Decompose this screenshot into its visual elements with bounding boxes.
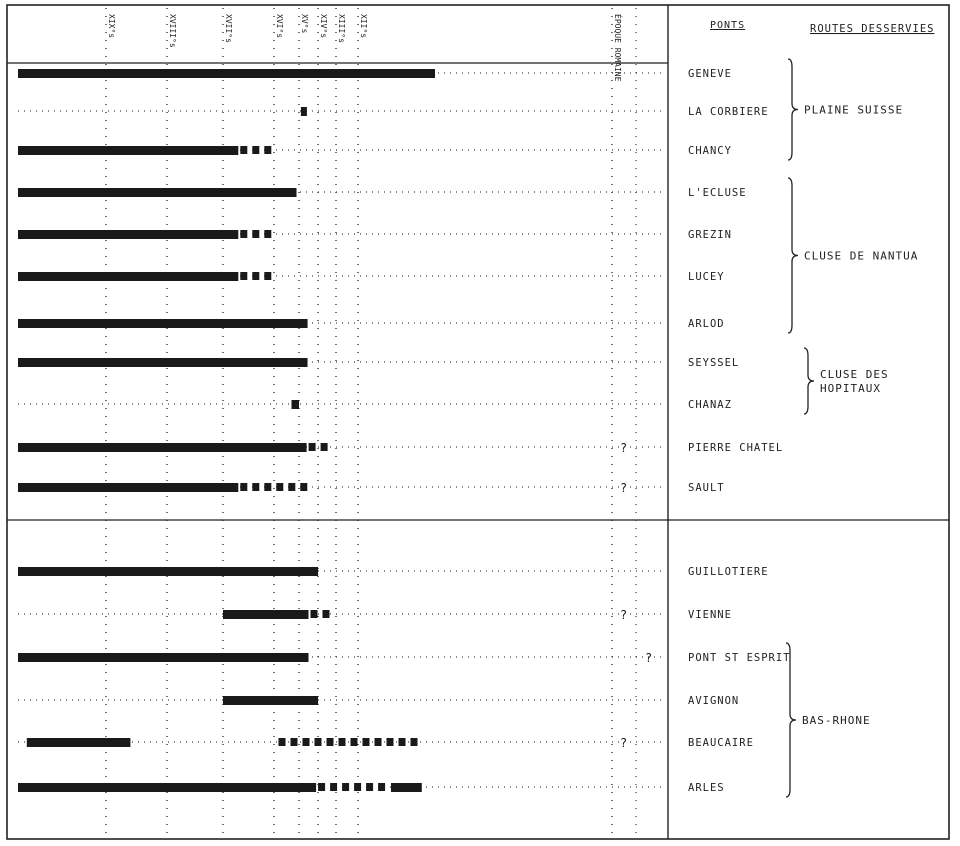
bar-solid [223, 696, 318, 705]
period-label-c12: XII°s [359, 14, 368, 39]
bar-dash [342, 783, 349, 791]
bar-dash [288, 483, 295, 491]
bar-dash [315, 738, 322, 746]
bar-dash [291, 738, 298, 746]
period-label-c14: XIV°s [319, 14, 328, 39]
bridge-label: PONT ST ESPRIT [688, 652, 791, 664]
bar-dash [252, 272, 259, 280]
bar-dash [264, 230, 271, 238]
bar-dash [375, 738, 382, 746]
period-gridlines [106, 8, 636, 836]
bar-solid [18, 358, 308, 367]
bar-dash [303, 738, 310, 746]
bar-dash [351, 738, 358, 746]
bar-solid [18, 567, 318, 576]
bridge-label: SAULT [688, 482, 725, 494]
bar-dash [309, 443, 316, 451]
bar-dash [321, 443, 328, 451]
period-label-c15: XV°s [300, 14, 309, 34]
bar-dash [330, 783, 337, 791]
route-label: PLAINE SUISSE [804, 103, 904, 117]
bar-dash [311, 610, 318, 618]
bar-solid [223, 610, 309, 619]
bar-dash [323, 610, 330, 618]
bridge-label: CHANCY [688, 145, 732, 157]
bar-solid [18, 653, 309, 662]
bar-dash [252, 230, 259, 238]
bar-solid [18, 272, 238, 281]
bar-dash [354, 783, 361, 791]
header-routes: ROUTES DESSERVIES [810, 23, 935, 35]
bar-dash [378, 783, 385, 791]
bar-solid [301, 107, 307, 116]
bar-dash [240, 230, 247, 238]
uncertain-mark: ? [620, 441, 628, 455]
route-brace [786, 643, 796, 797]
period-label-c17: XVII°s [224, 14, 233, 43]
bridge-label: GENEVE [688, 68, 732, 80]
period-label-c13: XIII°s [337, 14, 346, 43]
route-label: CLUSE DE NANTUA [804, 249, 919, 263]
bar-dash [252, 483, 259, 491]
bridge-bars [18, 69, 435, 792]
bridge-label: ARLES [688, 782, 725, 794]
bar-solid [18, 69, 435, 78]
period-label-c18: XVIII°s [168, 14, 177, 48]
period-label-c19: XIX°s [107, 14, 116, 39]
bar-dash [327, 738, 334, 746]
bar-dash [240, 146, 247, 154]
bar-dash [276, 483, 283, 491]
bar-dash [252, 146, 259, 154]
uncertain-mark: ? [645, 651, 653, 665]
uncertain-mark: ? [620, 608, 628, 622]
bar-dash [264, 272, 271, 280]
bar-dash [366, 783, 373, 791]
bar-solid [27, 738, 131, 747]
bar-dash [387, 738, 394, 746]
bar-solid [18, 443, 307, 452]
bar-solid [18, 483, 238, 492]
row-guides [18, 73, 666, 787]
bar-solid [18, 146, 238, 155]
bridge-label: VIENNE [688, 609, 732, 621]
bar-dash [411, 738, 418, 746]
bridge-label: CHANAZ [688, 399, 732, 411]
header-bridges: PONTS [710, 20, 746, 31]
uncertain-mark: ? [620, 736, 628, 750]
bar-dash [339, 738, 346, 746]
route-brace [788, 178, 798, 333]
bridge-label: LUCEY [688, 271, 725, 283]
bar-solid [18, 319, 308, 328]
bar-dash [240, 483, 247, 491]
bar-dash [363, 738, 370, 746]
bridge-label: SEYSSEL [688, 357, 740, 369]
route-groups [786, 59, 918, 797]
uncertain-mark: ? [620, 481, 628, 495]
bar-dash [279, 738, 286, 746]
period-label-c16: XVI°s [275, 14, 284, 39]
bridge-label: AVIGNON [688, 695, 740, 707]
bar-dash [300, 483, 307, 491]
route-brace [788, 59, 798, 160]
route-label: BAS-RHONE [802, 714, 871, 727]
bridge-label: L'ECLUSE [688, 187, 747, 199]
route-label: CLUSE DES [820, 368, 889, 381]
bar-dash [318, 783, 325, 791]
period-label-roman: ÉPOQUE ROMAINE [613, 14, 622, 82]
bar-solid [391, 783, 422, 792]
bridge-labels [688, 68, 791, 794]
route-label: HOPITAUX [820, 382, 881, 395]
bar-solid [18, 230, 238, 239]
bar-dash [264, 483, 271, 491]
route-brace [804, 348, 814, 414]
bridge-label: GUILLOTIERE [688, 566, 769, 578]
bridge-label: LA CORBIERE [688, 106, 769, 118]
bridge-label: BEAUCAIRE [688, 737, 754, 749]
bar-solid [18, 188, 297, 197]
bar-dash [399, 738, 406, 746]
bridge-label: ARLOD [688, 318, 725, 330]
bridge-label: GREZIN [688, 229, 732, 241]
bar-solid [292, 400, 300, 409]
bar-dash [264, 146, 271, 154]
bar-dash [240, 272, 247, 280]
bar-solid [18, 783, 316, 792]
bridge-label: PIERRE CHATEL [688, 442, 784, 454]
